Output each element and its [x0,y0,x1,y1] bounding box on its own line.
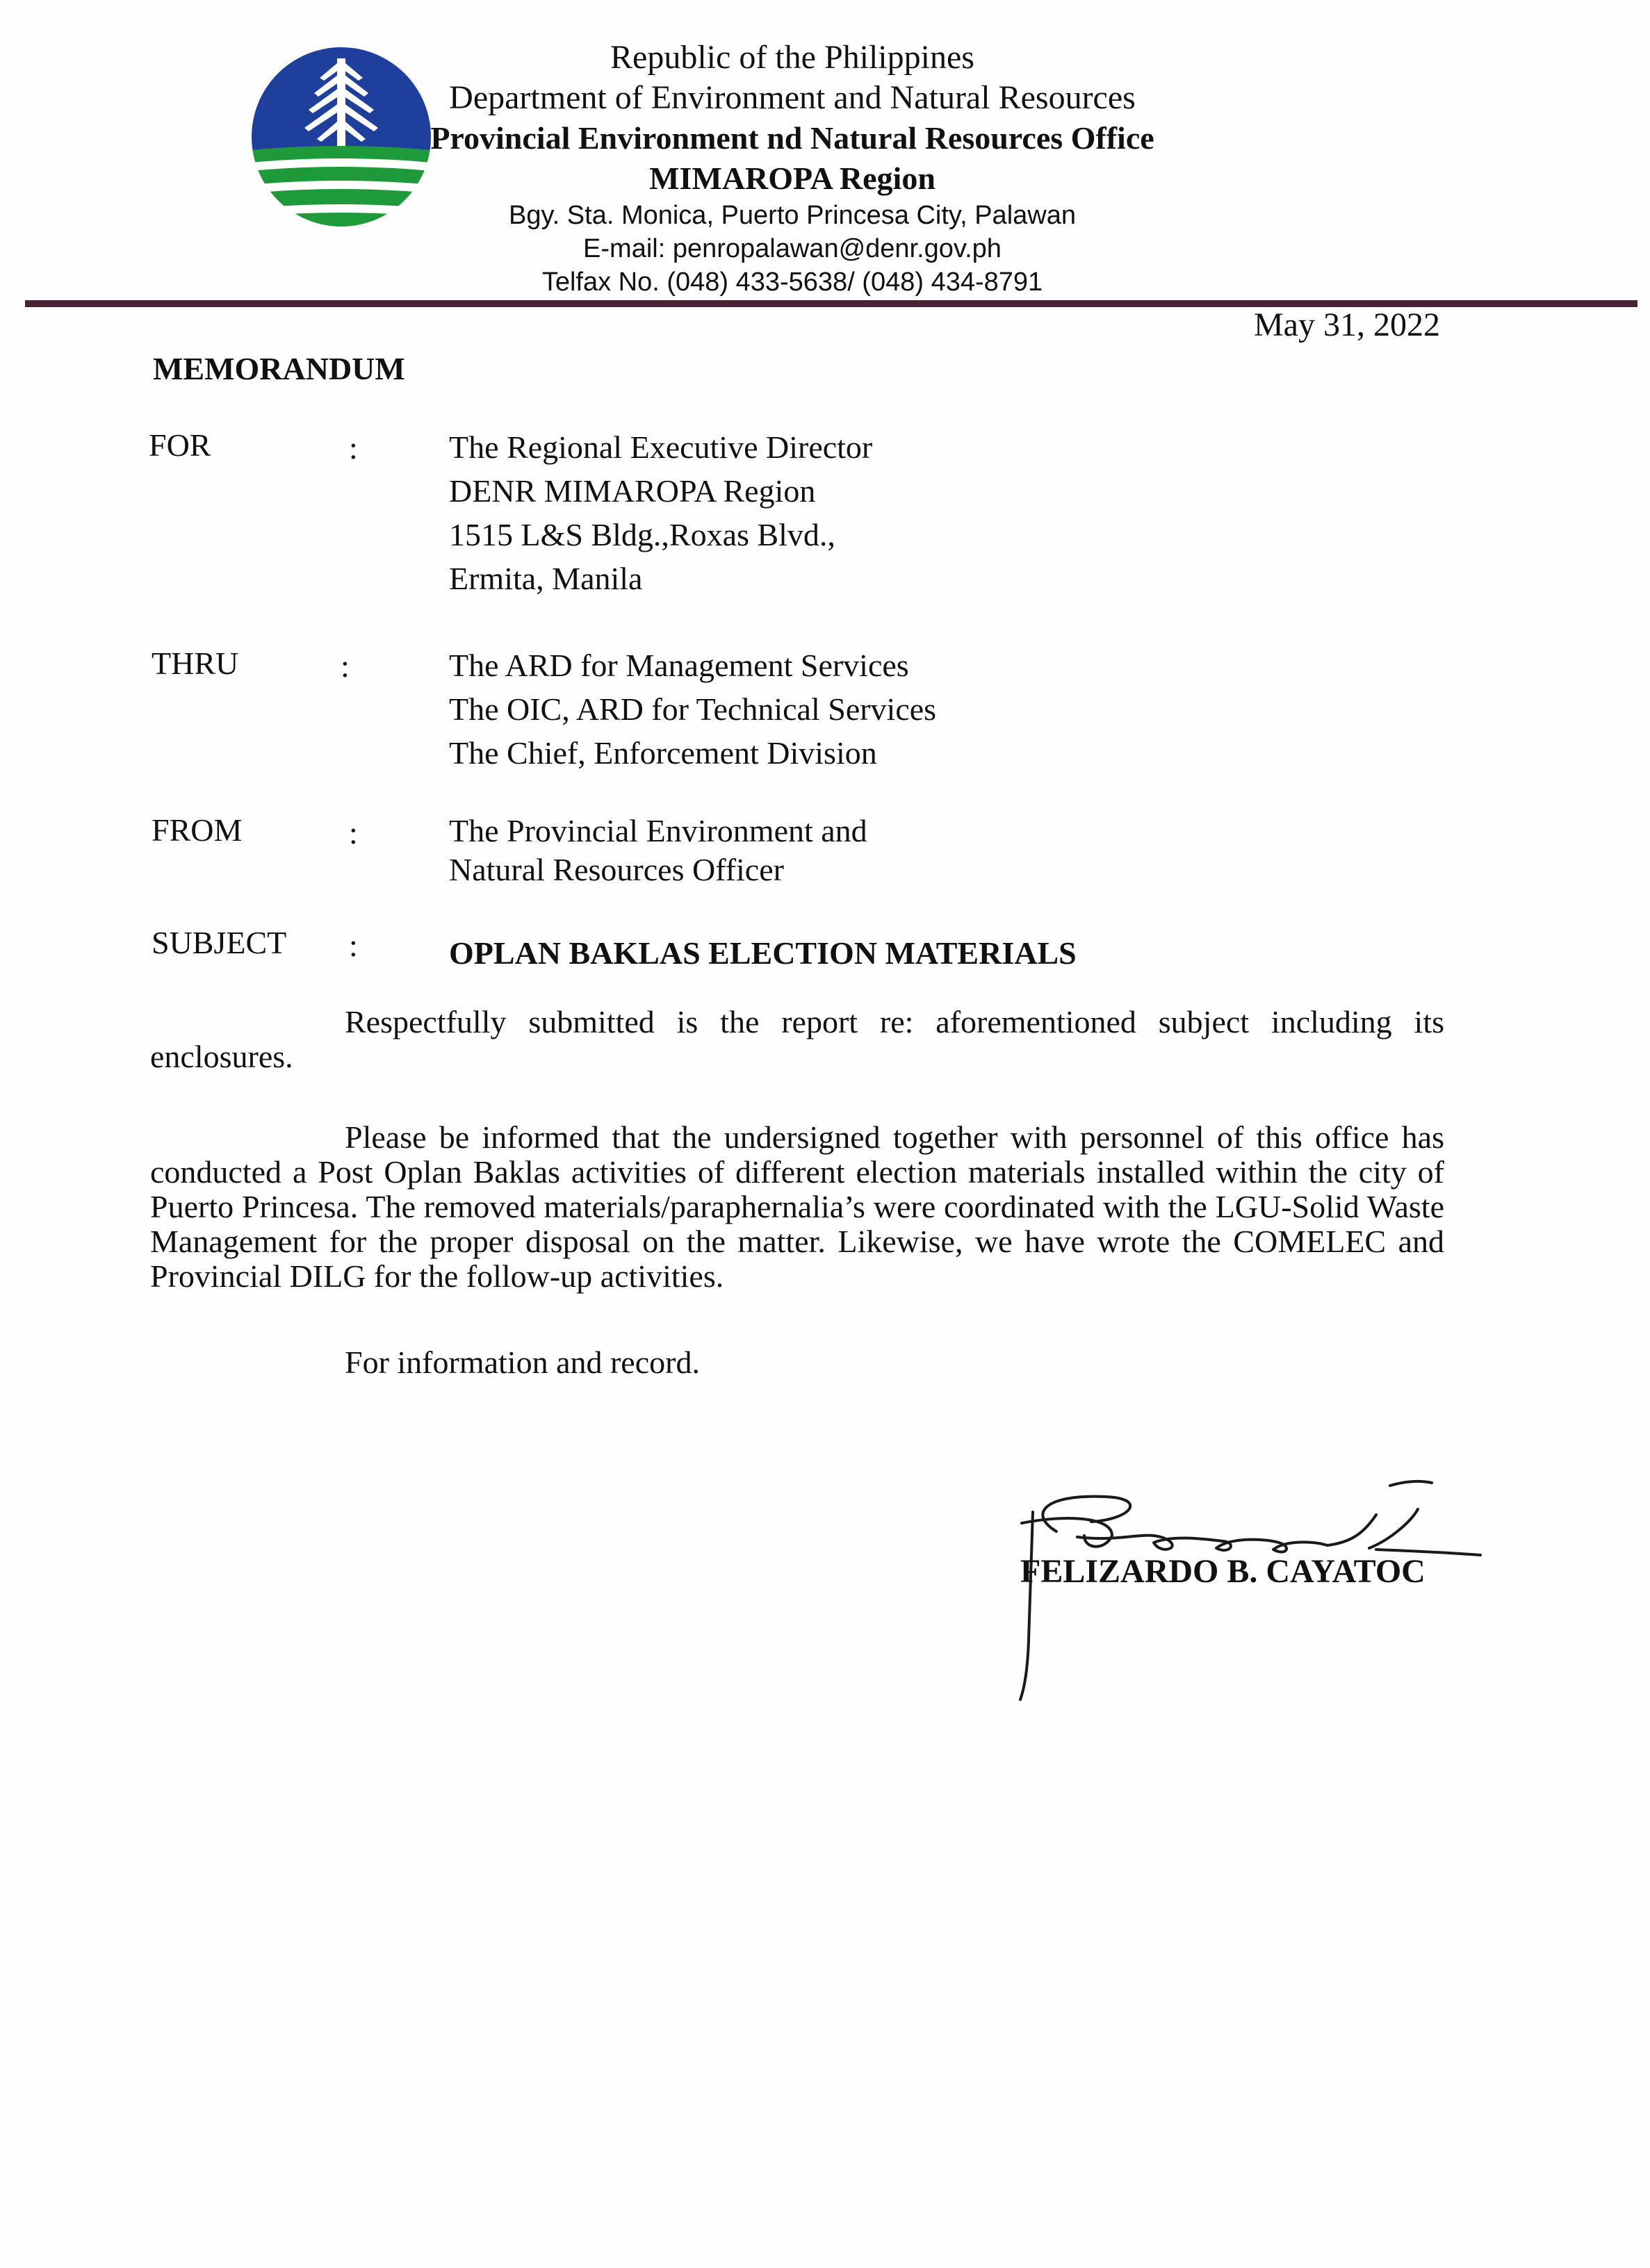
from-line: Natural Resources Officer [449,852,784,887]
paragraph-2-text: Please be informed that the undersigned together with personnel of this office has conducted a Post Oplan Baklas activities of different election materials installed within the city of Puerto Princesa. The removed materials/paraphernalia’s were coordinated with the LGU-Solid Waste Management for the proper disposal on the matter. Likewise, we have wrote the COMELEC and Provincial DILG for the follow-up activities. [150,1119,1444,1294]
for-line: DENR MIMAROPA Region [449,473,816,509]
paragraph-1-text: Respectfully submitted is the report re: aforementioned subject including its enclosures. [150,1004,1444,1074]
memo-title: MEMORANDUM [153,351,405,386]
thru-value [449,643,936,775]
signatory-name: FELIZARDO B. CAYATOC [1020,1553,1426,1590]
from-colon: : [349,815,358,850]
for-colon: : [349,430,358,466]
letterhead-office: Provincial Environment nd Natural Resources Office [430,120,1154,156]
from-label: FROM [152,812,243,848]
letterhead-email: E-mail: penropalawan@denr.gov.ph [583,234,1002,263]
thru-line: The Chief, Enforcement Division [449,735,877,771]
from-line: The Provincial Environment and [449,813,867,848]
thru-label: THRU [152,646,239,681]
paragraph-2 [150,1120,1444,1294]
thru-line: The OIC, ARD for Technical Services [449,691,937,727]
for-label: FOR [149,427,211,463]
paragraph-3-text: For information and record. [345,1345,700,1380]
letterhead [389,38,1195,299]
for-value [449,425,872,600]
thru-line: The ARD for Management Services [449,648,909,683]
from-value [449,812,867,889]
letterhead-telfax: Telfax No. (048) 433-5638/ (048) 434-8791 [541,268,1043,297]
subject-colon: : [349,928,358,963]
paragraph-3 [150,1345,1444,1380]
thru-colon: : [341,648,350,684]
letterhead-republic: Republic of the Philippines [610,39,974,76]
letterhead-department: Department of Environment and Natural Resources [449,79,1136,116]
handwritten-signature [1001,1473,1501,1716]
for-line: 1515 L&S Bldg.,Roxas Blvd., [449,517,835,552]
letterhead-address: Bgy. Sta. Monica, Puerto Princesa City, Palawan [509,201,1076,230]
paragraph-1 [150,1005,1444,1074]
subject-label: SUBJECT [152,925,287,960]
for-line: The Regional Executive Director [449,429,873,465]
memo-date: May 31, 2022 [1254,306,1440,343]
letterhead-region: MIMAROPA Region [649,161,936,196]
for-line: Ermita, Manila [449,561,643,596]
subject-value: OPLAN BAKLAS ELECTION MATERIALS [449,935,1077,971]
